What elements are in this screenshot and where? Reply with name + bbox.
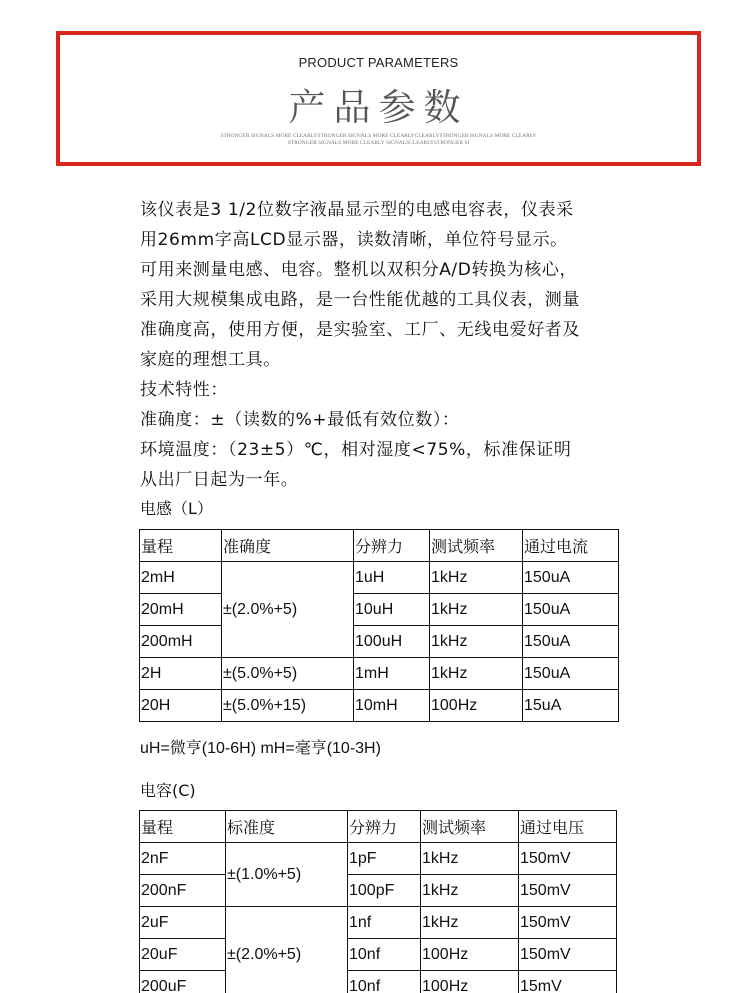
table-row xyxy=(140,594,619,626)
cell-frequency: 1kHz xyxy=(421,875,519,907)
description-line: 从出厂日起为一年。 xyxy=(140,470,299,490)
header-accuracy: 准确度 xyxy=(222,530,354,562)
cell-resolution: 1mH xyxy=(354,658,430,690)
inductance-label: 电感（L） xyxy=(140,499,213,518)
cell-voltage: 150mV xyxy=(519,875,617,907)
capacitance-label: 电容(C) xyxy=(140,781,196,800)
table-row xyxy=(140,626,619,658)
cell-range: 20mH xyxy=(140,594,222,626)
capacitance-table xyxy=(139,810,617,993)
cell-range: 200mH xyxy=(140,626,222,658)
cell-frequency: 1kHz xyxy=(430,626,523,658)
inductance-table xyxy=(139,529,619,722)
cell-voltage: 150mV xyxy=(519,939,617,971)
cell-voltage: 15mV xyxy=(519,971,617,993)
cell-current: 150uA xyxy=(523,658,619,690)
header-accuracy: 标准度 xyxy=(226,811,348,843)
cell-range: 200uF xyxy=(140,971,226,993)
cell-range: 200nF xyxy=(140,875,226,907)
cell-range: 2uF xyxy=(140,907,226,939)
cell-resolution: 100pF xyxy=(348,875,421,907)
cell-current: 150uA xyxy=(523,562,619,594)
banner-tagline-1: STRONGER SIGNALS MORE CLEARLYSTRONGER SIGNALS MORE CLEARLYCLEARLYSTRONGER SIGNALS MORE CLEARLY xyxy=(220,133,537,139)
cell-accuracy: ±(2.0%+5) xyxy=(226,907,348,993)
description-line: 环境温度：（23±5）℃，相对湿度<75%，标准保证明 xyxy=(140,440,572,460)
cell-resolution: 1uH xyxy=(354,562,430,594)
table-row xyxy=(140,971,617,993)
cell-frequency: 100Hz xyxy=(430,690,523,722)
unit-note: uH=微亨(10-6H) mH=毫亨(10-3H) xyxy=(140,740,381,757)
cell-frequency: 1kHz xyxy=(421,907,519,939)
cell-resolution: 1nf xyxy=(348,907,421,939)
cell-frequency: 100Hz xyxy=(421,971,519,993)
header-current: 通过电流 xyxy=(523,530,619,562)
cell-voltage: 150mV xyxy=(519,843,617,875)
cell-resolution: 10uH xyxy=(354,594,430,626)
table-row xyxy=(140,690,619,722)
cell-range: 20uF xyxy=(140,939,226,971)
header-test-frequency: 测试频率 xyxy=(421,811,519,843)
cell-voltage: 150mV xyxy=(519,907,617,939)
header-range: 量程 xyxy=(140,530,222,562)
cell-resolution: 10nf xyxy=(348,971,421,993)
description-line: 可用来测量电感、电容。整机以双积分A/D转换为核心， xyxy=(140,260,578,280)
description-line: 准确度高，使用方便，是实验室、工厂、无线电爱好者及 xyxy=(140,320,580,340)
table-row xyxy=(140,875,617,907)
cell-range: 2nF xyxy=(140,843,226,875)
cell-frequency: 1kHz xyxy=(430,658,523,690)
header-resolution: 分辨力 xyxy=(348,811,421,843)
table-row xyxy=(140,907,617,939)
cell-resolution: 10mH xyxy=(354,690,430,722)
header-range: 量程 xyxy=(140,811,226,843)
description-line: 家庭的理想工具。 xyxy=(140,350,281,370)
table-row xyxy=(140,562,619,594)
header-resolution: 分辨力 xyxy=(354,530,430,562)
cell-range: 20H xyxy=(140,690,222,722)
description-block xyxy=(140,195,640,495)
description-line: 采用大规模集成电路，是一台性能优越的工具仪表，测量 xyxy=(140,290,580,310)
cell-current: 150uA xyxy=(523,594,619,626)
table-header-row xyxy=(140,530,619,562)
product-parameters-banner xyxy=(56,31,701,166)
cell-range: 2H xyxy=(140,658,222,690)
header-test-frequency: 测试频率 xyxy=(430,530,523,562)
cell-accuracy: ±(1.0%+5) xyxy=(226,843,348,907)
description-line: 用26mm字高LCD显示器，读数清晰，单位符号显示。 xyxy=(140,230,568,250)
table-row xyxy=(140,843,617,875)
cell-resolution: 1pF xyxy=(348,843,421,875)
cell-accuracy: ±(2.0%+5) xyxy=(222,562,354,658)
cell-resolution: 100uH xyxy=(354,626,430,658)
table-row xyxy=(140,939,617,971)
cell-frequency: 100Hz xyxy=(421,939,519,971)
description-line: 准确度：±（读数的%+最低有效位数）： xyxy=(140,410,460,430)
table-header-row xyxy=(140,811,617,843)
table-row xyxy=(140,658,619,690)
cell-frequency: 1kHz xyxy=(421,843,519,875)
cell-range: 2mH xyxy=(140,562,222,594)
cell-frequency: 1kHz xyxy=(430,594,523,626)
cell-current: 15uA xyxy=(523,690,619,722)
banner-title-en: PRODUCT PARAMETERS xyxy=(298,55,459,70)
cell-accuracy: ±(5.0%+15) xyxy=(222,690,354,722)
cell-resolution: 10nf xyxy=(348,939,421,971)
header-voltage: 通过电压 xyxy=(519,811,617,843)
description-line: 该仪表是3 1/2位数字液晶显示型的电感电容表，仪表采 xyxy=(140,200,574,220)
cell-current: 150uA xyxy=(523,626,619,658)
description-line: 技术特性： xyxy=(140,380,228,400)
cell-frequency: 1kHz xyxy=(430,562,523,594)
cell-accuracy: ±(5.0%+5) xyxy=(222,658,354,690)
banner-title-cn: 产品参数 xyxy=(288,86,469,129)
banner-tagline-2: STRONGER SIGNALS MORE CLEARLY SIGNALSCLEARLYSTRONGER SI xyxy=(287,140,470,146)
